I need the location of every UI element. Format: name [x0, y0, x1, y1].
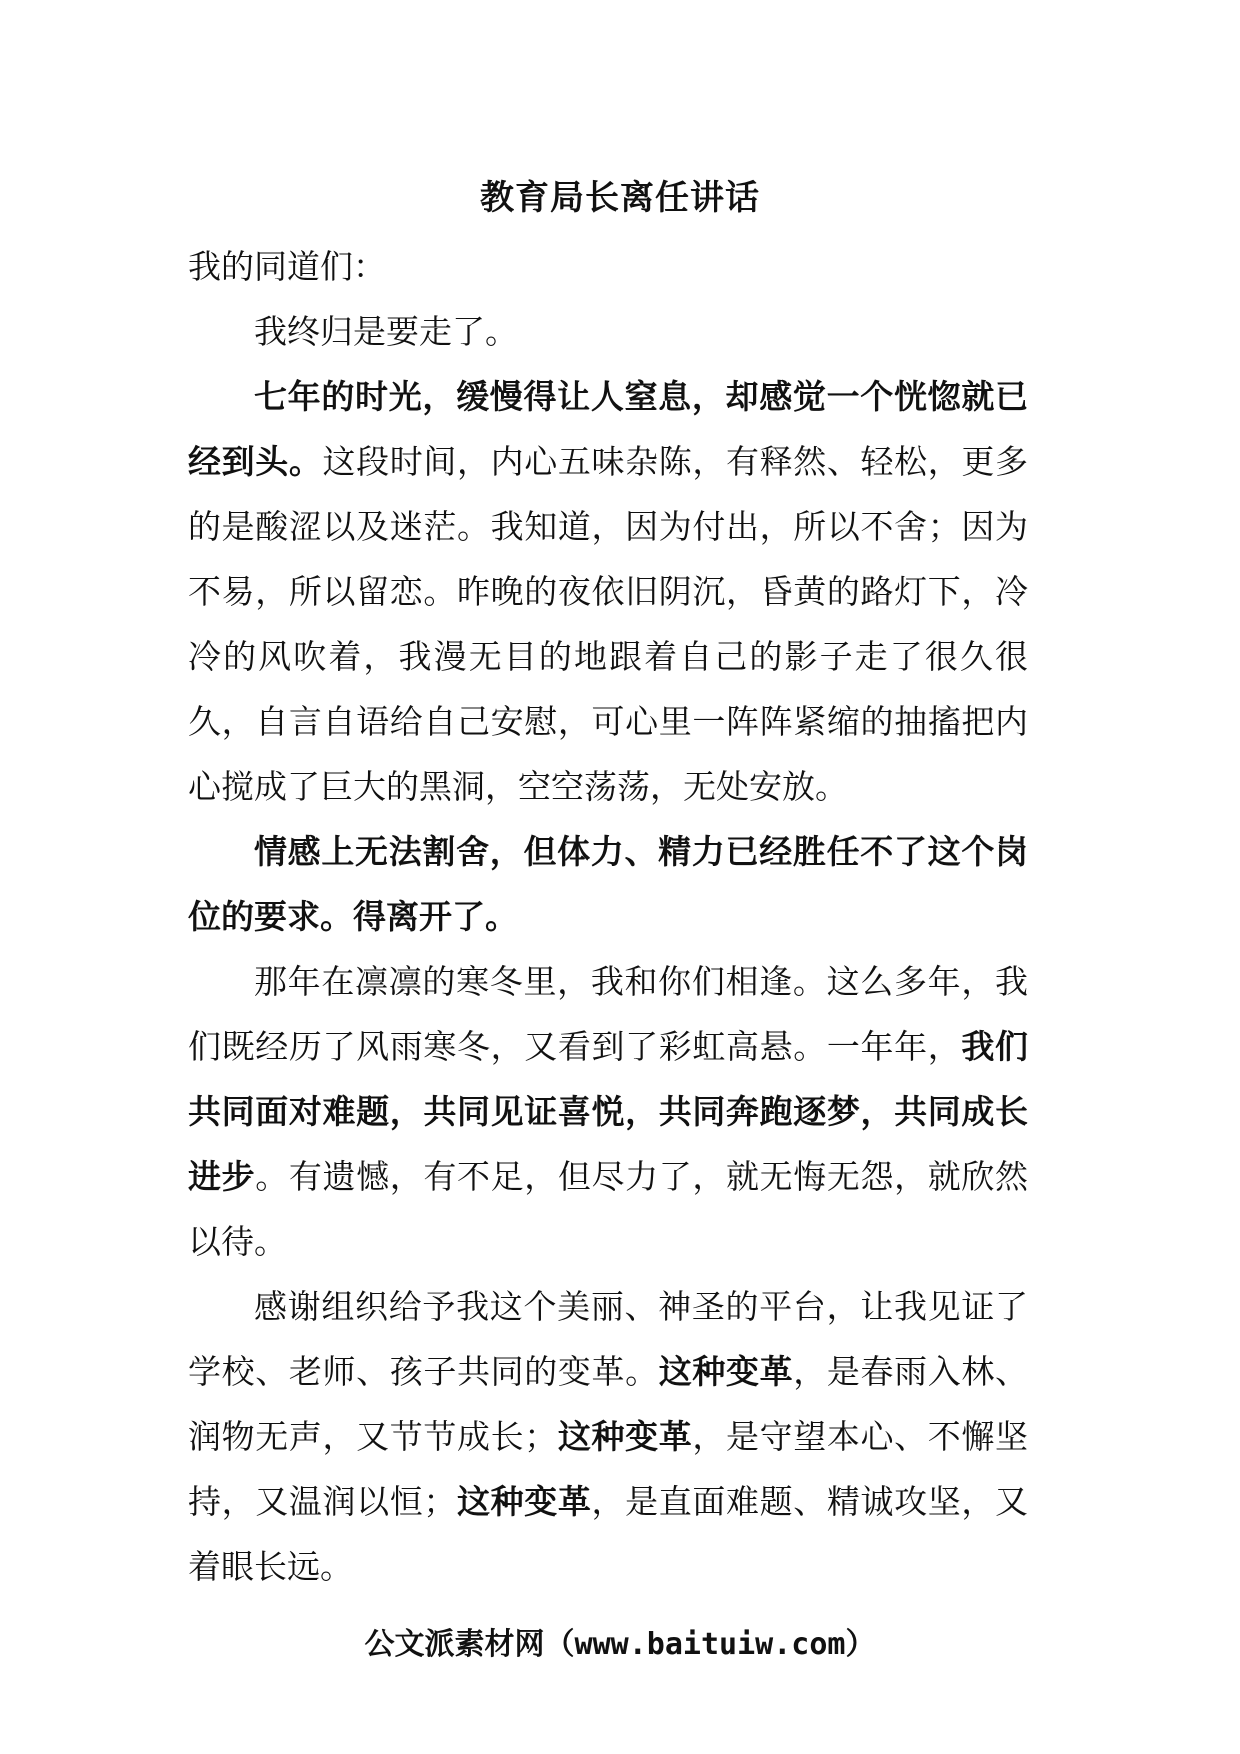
source-footer	[0, 1620, 1240, 1670]
footer-site: （www.baituiw.com）	[544, 1627, 876, 1662]
paragraph-4	[188, 949, 1028, 1274]
footer-label: 公文派素材网	[364, 1627, 545, 1662]
paragraph-2	[188, 364, 1028, 819]
paragraph-5	[188, 1274, 1028, 1599]
paragraph-5-c: ，是春雨入林、润物无声，又节节成长；	[188, 1352, 1028, 1456]
paragraph-2-bold: 七年的时光，缓慢得让人窒息，却感觉一个恍惚就已经到头。	[188, 377, 1028, 481]
paragraph-3	[188, 819, 1028, 949]
document-title: 教育局长离任讲话	[480, 178, 760, 218]
paragraph-5-bold-3: 这种变革	[456, 1482, 592, 1521]
document-body	[188, 234, 1028, 1599]
paragraph-5-e: ，是守望本心、不懈坚持，又温润以恒；	[188, 1417, 1028, 1521]
paragraph-5-a: 感谢组织给予我这个美丽、神圣的平台，让我见证了学校、老师、孩子共同的变革。	[188, 1287, 1028, 1391]
paragraph-1: 我终归是要走了。	[254, 312, 518, 351]
paragraph-5-bold-1: 这种变革	[658, 1352, 794, 1391]
salutation: 我的同道们：	[188, 247, 386, 286]
paragraph-5-bold-2: 这种变革	[557, 1417, 693, 1456]
paragraph-4-start: 那年在凛凛的寒冬里，我和你们相逢。这么多年，我们既经历了风雨寒冬，又看到了彩虹高悬。一年年，	[188, 962, 1028, 1066]
paragraph-5-g: ，是直面难题、精诚攻坚，又着眼长远。	[188, 1482, 1028, 1586]
paragraph-4-end: 。有遗憾，有不足，但尽力了，就无悔无怨，就欣然以待。	[188, 1157, 1028, 1261]
paragraph-3-bold: 情感上无法割舍，但体力、精力已经胜任不了这个岗位的要求。得离开了。	[188, 832, 1028, 936]
paragraph-4-bold: 我们共同面对难题，共同见证喜悦，共同奔跑逐梦，共同成长进步	[188, 1027, 1028, 1196]
paragraph-2-text: 这段时间，内心五味杂陈，有释然、轻松，更多的是酸涩以及迷茫。我知道，因为付出，所以不舍；因为不易，所以留恋。昨晚的夜依旧阴沉，昏黄的路灯下，冷冷的风吹着，我漫无目的地跟着自己的影子走了很久很久，自言自语给自己安慰，可心里一阵阵紧缩的抽搐把内心搅成了巨大的黑洞，空空荡荡，无处安放。	[188, 442, 1028, 806]
